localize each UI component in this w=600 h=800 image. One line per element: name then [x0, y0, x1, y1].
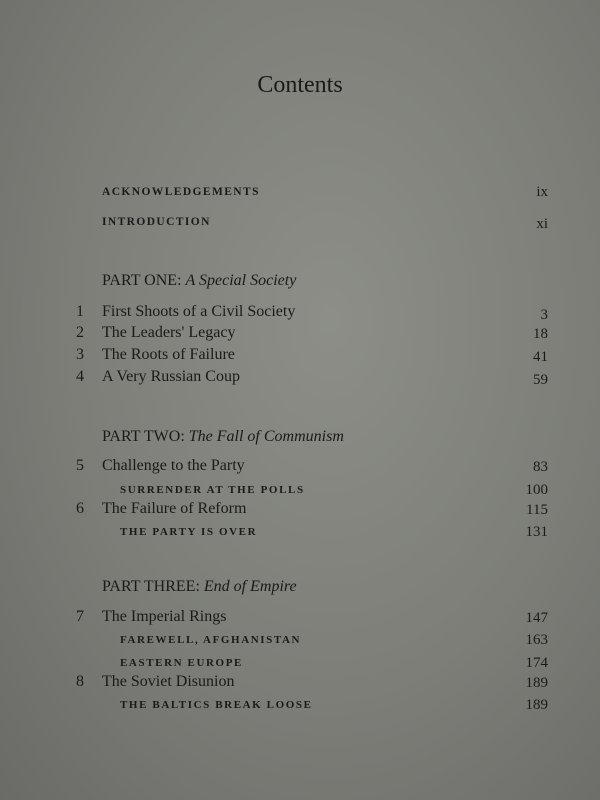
- toc-entry-page: xi: [536, 216, 548, 232]
- toc-entry-label: The Failure of Reform: [102, 500, 247, 517]
- toc-entry-label: The Imperial Rings: [102, 608, 227, 625]
- toc-entry-chapter-6[interactable]: [0, 500, 600, 522]
- chapter-number: 3: [76, 346, 84, 363]
- toc-entry-label: The Soviet Disunion: [102, 673, 235, 690]
- chapter-number: 5: [76, 457, 84, 474]
- part-heading-label: PART TWO: The Fall of Communism: [102, 428, 344, 445]
- chapter-number: 1: [76, 303, 84, 320]
- toc-entry-page: 83: [533, 459, 548, 475]
- part-heading-three: [0, 578, 600, 600]
- toc-entry-page: 115: [526, 502, 548, 518]
- chapter-number: 2: [76, 324, 84, 341]
- toc-entry-section[interactable]: [0, 695, 600, 717]
- toc-entry-section[interactable]: [0, 630, 600, 652]
- toc-entry-page: 59: [533, 372, 548, 388]
- toc-entry-label: Challenge to the Party: [102, 457, 245, 474]
- toc-entry-page: 163: [525, 632, 548, 648]
- chapter-number: 4: [76, 368, 84, 385]
- toc-entry-page: 131: [525, 524, 548, 540]
- toc-entry-page: 100: [525, 482, 548, 498]
- toc-entry-chapter-1[interactable]: [0, 303, 600, 325]
- page-title: Contents: [257, 72, 343, 98]
- toc-entry-page: 147: [525, 610, 548, 626]
- toc-entry-chapter-8[interactable]: [0, 673, 600, 695]
- toc-entry-chapter-7[interactable]: [0, 608, 600, 630]
- chapter-number: 7: [76, 608, 84, 625]
- toc-entry-section[interactable]: [0, 480, 600, 502]
- toc-entry-page: 189: [525, 697, 548, 713]
- chapter-number: 6: [76, 500, 84, 517]
- toc-entry-label: A Very Russian Coup: [102, 368, 240, 385]
- toc-entry-label: First Shoots of a Civil Society: [102, 303, 296, 320]
- toc-entry-label: EASTERN EUROPE: [120, 657, 243, 669]
- toc-entry-page: 18: [533, 326, 548, 342]
- toc-entry-page: 174: [525, 655, 548, 671]
- toc-entry-label: ACKNOWLEDGEMENTS: [102, 186, 260, 198]
- toc-entry-page: 3: [540, 307, 548, 323]
- part-heading-two: [0, 428, 600, 450]
- toc-entry-label: The Roots of Failure: [102, 346, 235, 363]
- toc-entry-page: 41: [533, 349, 548, 365]
- part-heading-label: PART THREE: End of Empire: [102, 578, 297, 595]
- toc-entry-label: THE BALTICS BREAK LOOSE: [120, 699, 313, 711]
- toc-entry-section[interactable]: [0, 522, 600, 544]
- toc-entry-label: The Leaders' Legacy: [102, 324, 236, 341]
- toc-entry-page: 189: [525, 675, 548, 691]
- chapter-number: 8: [76, 673, 84, 690]
- toc-entry-chapter-3[interactable]: [0, 346, 600, 368]
- toc-entry-label: SURRENDER AT THE POLLS: [120, 484, 305, 496]
- part-heading-label: PART ONE: A Special Society: [102, 272, 297, 289]
- toc-entry-label: THE PARTY IS OVER: [120, 526, 258, 538]
- toc-entry-chapter-5[interactable]: [0, 457, 600, 479]
- toc-entry-chapter-4[interactable]: [0, 368, 600, 390]
- toc-entry-label: FAREWELL, AFGHANISTAN: [120, 634, 302, 646]
- toc-entry-acknowledgements[interactable]: [0, 182, 600, 204]
- toc-entry-chapter-2[interactable]: [0, 324, 600, 346]
- part-heading-one: [0, 272, 600, 294]
- toc-entry-introduction[interactable]: [0, 212, 600, 234]
- toc-entry-section[interactable]: [0, 653, 600, 675]
- toc-entry-page: ix: [536, 184, 548, 200]
- toc-entry-label: INTRODUCTION: [102, 216, 211, 228]
